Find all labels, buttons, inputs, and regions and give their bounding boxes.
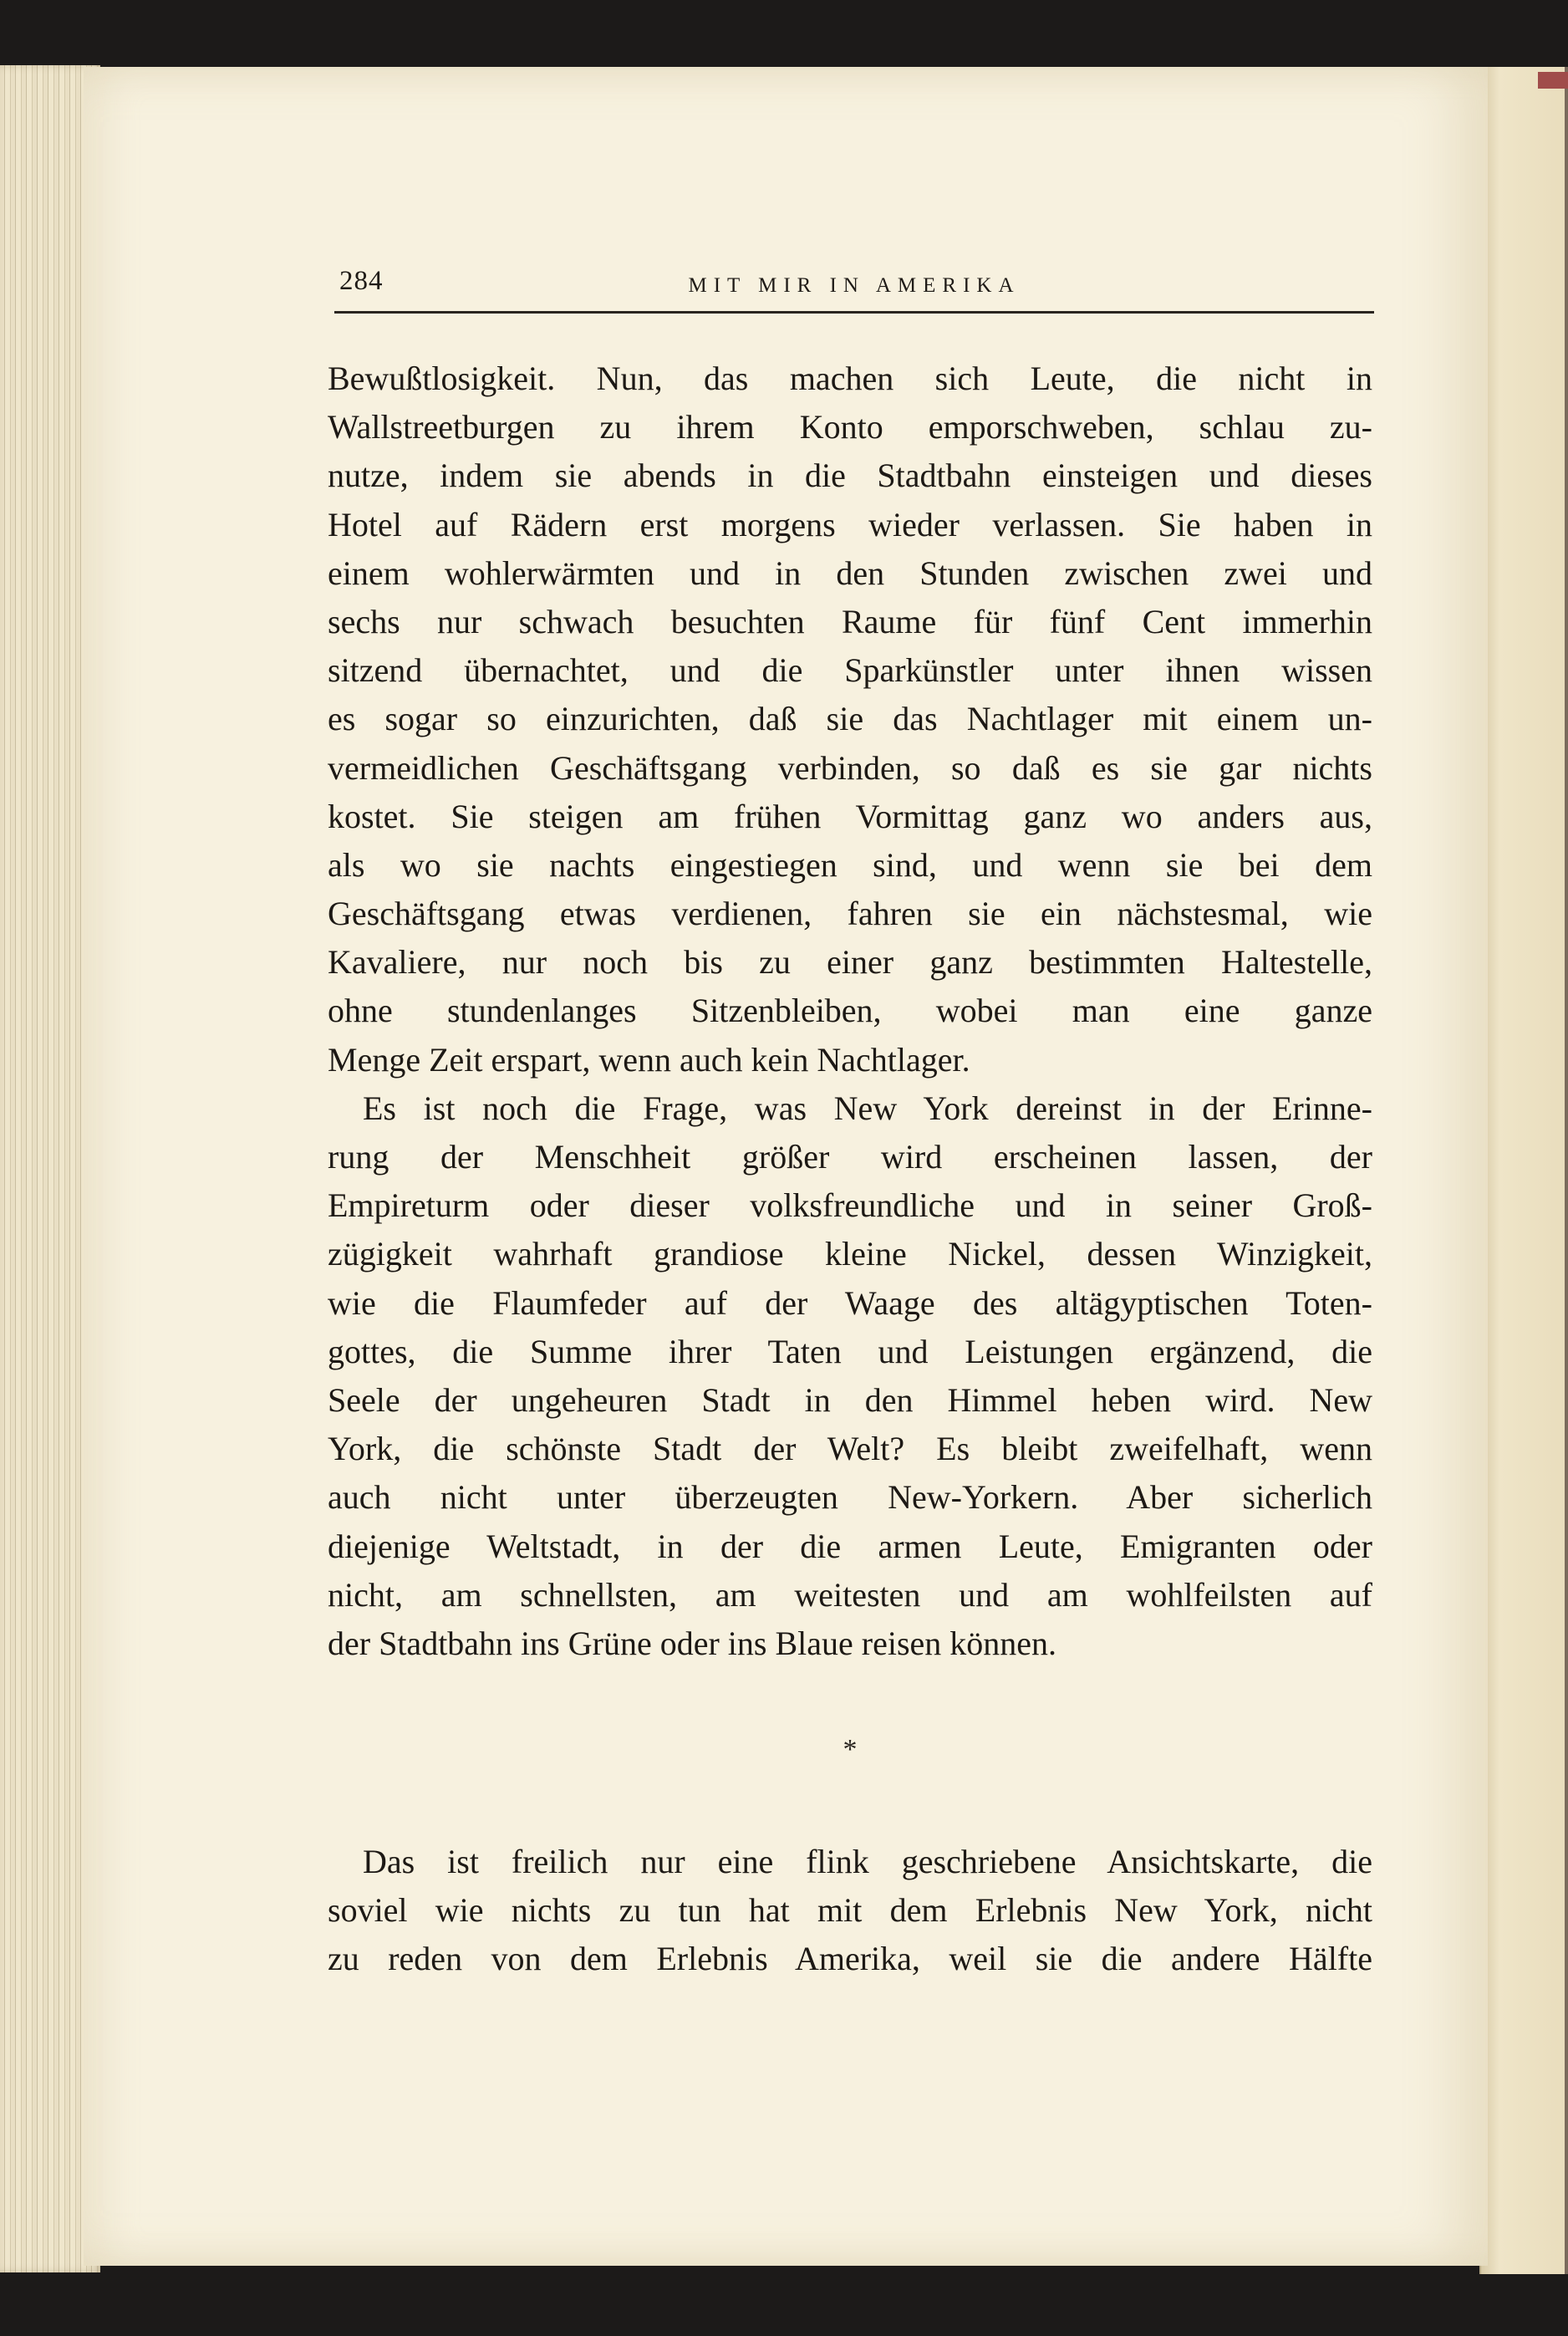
running-title: MIT MIR IN AMERIKA xyxy=(688,274,1021,297)
next-page-edge xyxy=(1479,67,1568,2274)
header-rule xyxy=(334,311,1374,314)
book-cover-edge xyxy=(1538,72,1568,89)
text-line: gottes, die Summe ihrer Taten und Leistungen ergänzend, die xyxy=(328,1332,1372,1370)
text-line: einem wohlerwärmten und in den Stunden zwischen zwei und xyxy=(328,553,1372,592)
page-number: 284 xyxy=(339,266,384,296)
text-line: Wallstreetburgen zu ihrem Konto emporschweben, schlau zu- xyxy=(328,408,1372,446)
text-line: Geschäftsgang etwas verdienen, fahren sie ein nächstesmal, wie xyxy=(328,895,1372,933)
main-text-continued xyxy=(328,1838,1372,1984)
text-line: sitzend übernachtet, und die Sparkünstler unter ihnen wissen xyxy=(328,651,1372,690)
text-line: der Stadtbahn ins Grüne oder ins Blaue reisen können. xyxy=(328,1624,1057,1662)
text-line: zügigkeit wahrhaft grandiose kleine Nickel, dessen Winzigkeit, xyxy=(328,1235,1372,1273)
text-line: es sogar so einzurichten, daß sie das Nachtlager mit einem un- xyxy=(328,700,1372,738)
text-line: nicht, am schnellsten, am weitesten und am wohlfeilsten auf xyxy=(328,1575,1372,1614)
text-line: Es ist noch die Frage, was New York dereinst in der Erinne- xyxy=(363,1089,1372,1127)
running-head xyxy=(334,266,1374,306)
text-line: Seele der ungeheuren Stadt in den Himmel heben wird. New xyxy=(328,1380,1372,1419)
text-line: Empireturm oder dieser volksfreundliche und in seiner Groß- xyxy=(328,1186,1372,1225)
text-line: vermeidlichen Geschäftsgang verbinden, so daß es sie gar nichts xyxy=(328,748,1372,787)
text-line: soviel wie nichts zu tun hat mit dem Erlebnis New York, nicht xyxy=(328,1891,1372,1930)
text-line: York, die schönste Stadt der Welt? Es bleibt zweifelhaft, wenn xyxy=(328,1430,1372,1468)
text-line: rung der Menschheit größer wird erscheinen lassen, der xyxy=(328,1138,1372,1176)
text-line: diejenige Weltstadt, in der die armen Leute, Emigranten oder xyxy=(328,1527,1372,1565)
text-line: Das ist freilich nur eine flink geschriebene Ansichtskarte, die xyxy=(363,1843,1372,1880)
section-separator: * xyxy=(843,1734,858,1765)
text-line: Hotel auf Rädern erst morgens wieder verlassen. Sie haben in xyxy=(328,505,1372,543)
text-line: sechs nur schwach besuchten Raume für fünf Cent immerhin xyxy=(328,602,1372,640)
text-line: als wo sie nachts eingestiegen sind, und wenn sie bei dem xyxy=(328,845,1372,884)
text-line: zu reden von dem Erlebnis Amerika, weil sie die andere Hälfte xyxy=(328,1940,1372,1978)
text-line: Menge Zeit erspart, wenn auch kein Nachtlager. xyxy=(328,1040,970,1079)
text-line: wie die Flaumfeder auf der Waage des altägyptischen Toten- xyxy=(328,1283,1372,1322)
text-line: auch nicht unter überzeugten New-Yorkern. Aber sicherlich xyxy=(328,1478,1372,1517)
text-line: nutze, indem sie abends in die Stadtbahn einsteigen und dieses xyxy=(328,456,1372,495)
text-line: Bewußtlosigkeit. Nun, das machen sich Leute, die nicht in xyxy=(328,360,1372,397)
text-line: kostet. Sie steigen am frühen Vormittag ganz wo anders aus, xyxy=(328,797,1372,835)
main-text xyxy=(328,354,1372,1668)
text-line: Kavaliere, nur noch bis zu einer ganz bestimmten Haltestelle, xyxy=(328,943,1372,982)
text-line: ohne stundenlanges Sitzenbleiben, wobei man eine ganze xyxy=(328,992,1372,1030)
